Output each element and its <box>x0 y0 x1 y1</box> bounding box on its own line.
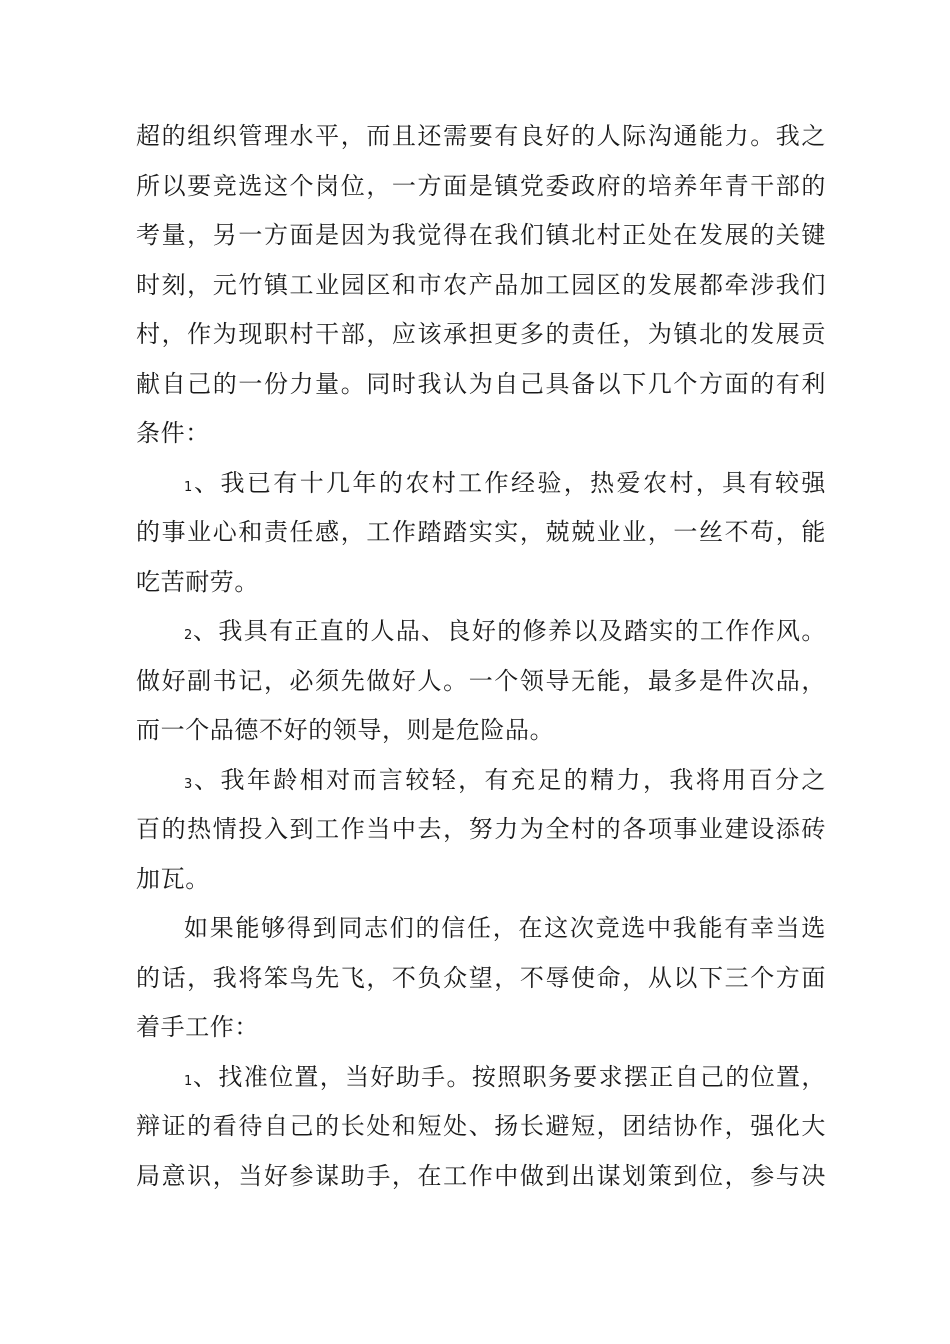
text-line <box>136 706 826 756</box>
text-line <box>136 360 826 410</box>
line-text: 如果能够得到同志们的信任，在这次竞选中我能有幸当选 <box>184 914 826 942</box>
text-line <box>136 112 826 162</box>
document-body <box>136 112 826 1201</box>
text-line <box>136 756 826 806</box>
line-text: 所以要竞选这个岗位，一方面是镇党委政府的培养年青干部的 <box>136 171 826 200</box>
text-line <box>136 1152 826 1202</box>
text-line <box>136 558 826 608</box>
text-line <box>136 607 826 657</box>
text-line <box>136 1003 826 1053</box>
line-text: 考量，另一方面是因为我觉得在我们镇北村正处在发展的关键 <box>136 221 826 249</box>
line-text: 献自己的一份力量。同时我认为自己具备以下几个方面的有利 <box>136 369 826 398</box>
line-text: 超的组织管理水平，而且还需要有良好的人际沟通能力。我之 <box>136 122 826 150</box>
line-text: 、我年龄相对而言较轻，有充足的精力，我将用百分之 <box>192 765 826 794</box>
line-text: 加瓦。 <box>136 864 210 893</box>
text-line <box>136 855 826 905</box>
text-line <box>136 805 826 855</box>
line-text: 百的热情投入到工作当中去，努力为全村的各项事业建设添砖 <box>136 815 826 843</box>
text-line <box>136 162 826 212</box>
text-line <box>136 1102 826 1152</box>
text-line <box>136 904 826 954</box>
line-text: 的话，我将笨鸟先飞，不负众望，不辱使命，从以下三个方面 <box>136 963 826 992</box>
text-line <box>136 657 826 707</box>
line-text: 局意识，当好参谋助手，在工作中做到出谋划策到位，参与决 <box>136 1161 826 1190</box>
text-line <box>136 409 826 459</box>
line-text: 、找准位置，当好助手。按照职务要求摆正自己的位置， <box>192 1062 826 1091</box>
line-text: 辩证的看待自己的长处和短处、扬长避短，团结协作，强化大 <box>136 1112 826 1140</box>
line-text: 、我具有正直的人品、良好的修养以及踏实的工作作风。 <box>192 617 826 645</box>
line-text: 村，作为现职村干部，应该承担更多的责任，为镇北的发展贡 <box>136 320 826 348</box>
list-number: 2 <box>184 628 193 643</box>
line-text: 时刻，元竹镇工业园区和市农产品加工园区的发展都牵涉我们 <box>136 270 826 299</box>
line-text: 的事业心和责任感，工作踏踏实实，兢兢业业，一丝不苟，能 <box>136 518 826 546</box>
text-line <box>136 1053 826 1103</box>
line-text: 、我已有十几年的农村工作经验，热爱农村，具有较强 <box>192 468 826 497</box>
list-number: 1 <box>184 1073 193 1089</box>
text-line <box>136 211 826 261</box>
text-line <box>136 261 826 311</box>
line-text: 条件： <box>136 419 210 447</box>
line-text: 而一个品德不好的领导，则是危险品。 <box>136 716 555 744</box>
text-line <box>136 954 826 1004</box>
list-number: 1 <box>184 479 193 495</box>
text-line <box>136 459 826 509</box>
line-text: 吃苦耐劳。 <box>136 567 259 596</box>
line-text: 着手工作： <box>136 1013 259 1041</box>
text-line <box>136 508 826 558</box>
text-line <box>136 310 826 360</box>
list-number: 3 <box>184 776 193 792</box>
line-text: 做好副书记，必须先做好人。一个领导无能，最多是件次品， <box>136 666 826 695</box>
